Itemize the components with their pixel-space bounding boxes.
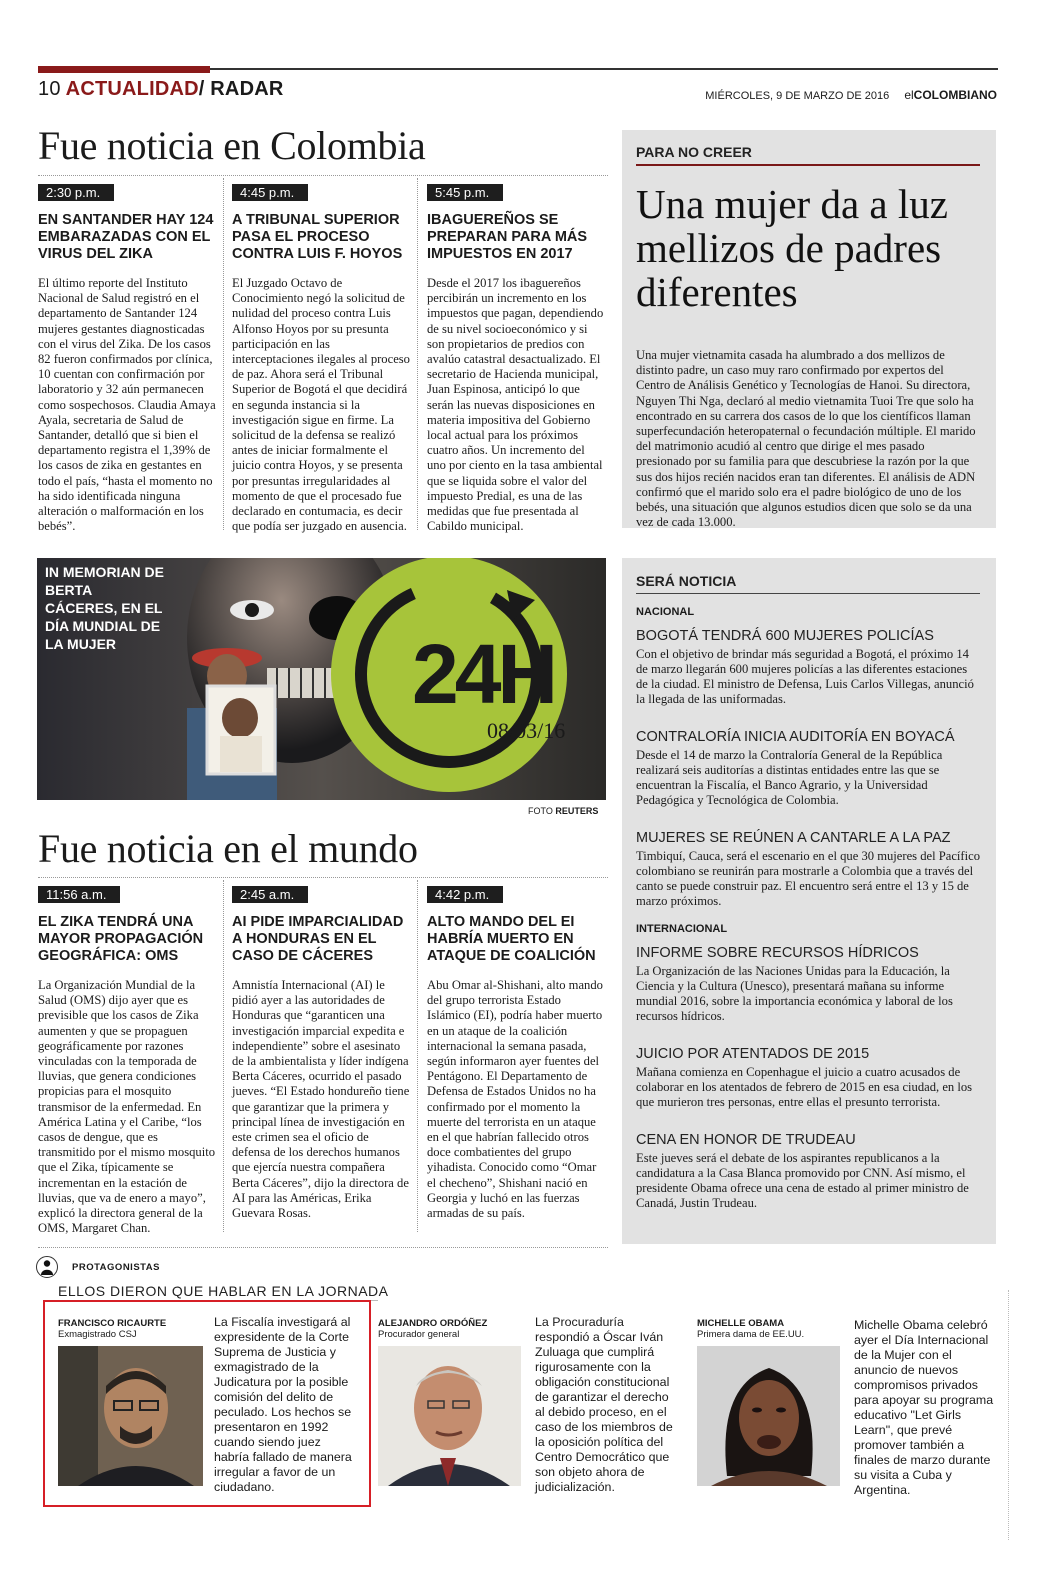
news-headline: JUICIO POR ATENTADOS DE 2015 (636, 1046, 870, 1062)
time-tag: 2:45 a.m. (232, 886, 308, 903)
newspaper-logo (904, 88, 997, 102)
protagonist-1-text: La Fiscalía investigará al expresidente de la Corte Suprema de Justicia y exmagistrado de la Judicatura por la posible comisión del delito de peculado. Los hechos se presentaron en 1992 cuando siendo juez habría fallado de manera irregular a favor de un ciudadano. (214, 1315, 352, 1494)
sera-noticia-kicker: SERÁ NOTICIA (636, 573, 737, 589)
kicker-rule (636, 593, 980, 594)
news-body: Desde el 14 de marzo la Contraloría General de la República realizará seis auditorías a distintas entidades entre las que se encuentran la Fiscalía, el Banco Agrario, y la Universidad Pedagógica y Tecnológica de Colombia. (636, 748, 943, 807)
sera-noticia-box (622, 558, 996, 1244)
colombia-rule (38, 175, 608, 176)
protagonist-3-text: Michelle Obama celebró ayer el Día Internacional de la Mujer con el anuncio de nuevos compromisos privados para apoyar su programa educativo "Let Girls Learn", que prevé promover también a finales de marzo durante su visita a Cuba y Argentina. (854, 1318, 994, 1497)
article-body: Amnistía Internacional (AI) le pidió ayer a las autoridades de Honduras que “garanticen una investigación imparcial expedita e independiente” sobre el asesinato de la ambientalista y líder indígena Berta Cáceres, ocurrido el pasado jueves. “El Estado hondureño tiene que garantizar que la primera y principal línea de investigación en este crimen sea el oficio de defensa de los derechos humanos que ejercía nuestra compañera Berta Cáceres”, dijo la directora de AI para las Américas, Erika Guevara Rosas. (232, 978, 410, 1221)
article-headline: A TRIBUNAL SUPERIOR PASA EL PROCESO CONTRA LUIS F. HOYOS (232, 212, 403, 262)
protagonistas-label: PROTAGONISTAS (72, 1262, 160, 1273)
protagonist-name: FRANCISCO RICAURTE (58, 1318, 167, 1329)
internacional-list (636, 945, 980, 1211)
article-headline: IBAGUEREÑOS SE PREPARAN PARA MÁS IMPUESTOS EN 2017 (427, 212, 588, 262)
brand-name: COLOMBIANO (913, 88, 997, 102)
page-header (38, 78, 284, 101)
protagonist-name: ALEJANDRO ORDÓÑEZ (378, 1318, 488, 1329)
colombia-article-1 (38, 184, 216, 534)
badge-date: 08/03/16 (487, 718, 566, 743)
header-date-brand (705, 88, 997, 102)
issue-date: MIÉRCOLES, 9 DE MARZO DE 2016 (705, 90, 890, 102)
person-icon (36, 1256, 58, 1278)
internacional-label: INTERNACIONAL (636, 923, 728, 935)
news-headline: BOGOTÁ TENDRÁ 600 MUJERES POLICÍAS (636, 628, 934, 644)
protagonist-1 (58, 1318, 203, 1486)
mundo-article-3 (427, 886, 605, 1221)
time-tag: 4:42 p.m. (427, 886, 503, 903)
protagonist-2 (378, 1318, 523, 1486)
protagonist-role: Procurador general (378, 1329, 460, 1340)
para-no-creer-box (622, 130, 996, 528)
news-headline: MUJERES SE REÚNEN A CANTARLE A LA PAZ (636, 830, 951, 846)
nacional-list (636, 628, 980, 909)
para-no-creer-body: Una mujer vietnamita casada ha alumbrado a dos mellizos de distinto padre, un caso muy raro confirmado por expertos del Centro de Análisis Genético y Tecnologías de Hanoi. Su directora, Nguyen Thi Nga, declaró al medio vietnamita Tuoi Tre que solo ha encontrado en su carrera dos casos de lo que los científicos llaman superfecundación heteropaternal o fecundación múltiple. El marido del matrimonio acudió al centro que dirige el mes pasado presionado por su familia para que descubriese la razón por la que sus dos hijos recién nacidos eran tan diferentes. El análisis de ADN confirmó que el marido solo era el padre biológico de uno de los bebés, una situación que algunos estudios dicen que solo se da una vez de cada 13.000. (636, 348, 976, 530)
credit-prefix: FOTO (528, 806, 553, 816)
protagonist-role: Exmagistrado CSJ (58, 1329, 137, 1340)
para-no-creer-kicker: PARA NO CREER (636, 144, 752, 160)
protagonistas-rule (38, 1247, 608, 1248)
protagonist-name: MICHELLE OBAMA (697, 1318, 785, 1329)
news-headline: CONTRALORÍA INICIA AUDITORÍA EN BOYACÁ (636, 729, 955, 745)
time-tag: 2:30 p.m. (38, 184, 114, 201)
colombia-section-title: Fue noticia en Colombia (38, 123, 426, 168)
time-tag: 4:45 p.m. (232, 184, 308, 201)
article-body: Abu Omar al-Shishani, alto mando del grupo terrorista Estado Islámico (EI), podría haber muerto en un ataque de la coalición internacional la semana pasada, según informaron ayer fuentes del Pentágono. El Departamento de Defensa de Estados Unidos no ha confirmado por el momento la muerte del terrorista en un ataque en el que habrían fallecido otros doce combatientes del grupo yihadista. Conocido como “Omar el checheno”, Shishani nació en Georgia y luchó en las fuerzas armadas de su país. (427, 978, 603, 1221)
nacional-label: NACIONAL (636, 606, 695, 618)
mundo-article-1 (38, 886, 216, 1236)
article-body: El último reporte del Instituto Nacional de Salud registró en el departamento de Santander 124 mujeres gestantes diagnosticadas con el virus del Zika. De los casos 82 fueron confirmados por clínica, 10 cuentan con confirmación por laboratorio y 32 aún permanecen como sospechosos. Claudia Amaya Ayala, secretaria de Salud de Santander, detalló que si bien el departamento registra el 1,39% de los casos de zika en gestantes en todo el país, “hasta el momento no ha sido identificada ninguna alteración o malformación en los bebés”. (38, 276, 216, 534)
badge-24h: 24H (412, 627, 555, 721)
header-accent-bar (38, 66, 210, 73)
protagonist-photo (58, 1346, 203, 1486)
protagonist-photo (378, 1346, 521, 1486)
mundo-rule (38, 877, 608, 878)
protagonistas-subtitle: ELLOS DIERON QUE HABLAR EN LA JORNADA (58, 1283, 389, 1299)
photo-credit (528, 806, 598, 816)
news-body: La Organización de las Naciones Unidas para la Educación, la Ciencia y la Cultura (Unesco), presentará mañana su informe mundial 2016, sobre la importancia económica y laboral de los recursos hídricos. (636, 964, 953, 1023)
colombia-article-3 (427, 184, 605, 534)
protagonist-3 (697, 1318, 842, 1486)
protagonist-2-text: La Procuraduría respondió a Óscar Iván Zuluaga que cumplirá rigurosamente con la obligación constitucional de garantizar el derecho al debido proceso, en el caso de los miembros de la oposición política del Centro Democrático que son objeto ahora de judicialización. (535, 1315, 673, 1494)
column-divider (417, 880, 418, 1232)
time-tag: 5:45 p.m. (427, 184, 503, 201)
news-body: Con el objetivo de brindar más seguridad a Bogotá, el próximo 14 de marzo llegarán 600 mujeres policías a las diferentes estaciones de la ciudad. El ministro de Defensa, Luis Carlos Villegas, anunció la llegada de las uniformadas. (636, 647, 974, 706)
news-headline: CENA EN HONOR DE TRUDEAU (636, 1132, 856, 1148)
page-edge-rule (1008, 1290, 1009, 1540)
column-divider (417, 178, 418, 530)
mundo-article-2 (232, 886, 410, 1221)
kicker-rule (636, 164, 980, 166)
article-body: Desde el 2017 los ibaguereños percibirán un incremento en los impuestos que pagan, dependiendo de su nivel socioeconómico y si son propietarios de predios con avalúo catastral desactualizado. El secretario de Hacienda municipal, Juan Espinosa, anticipó lo que serán las nuevas disposiciones en materia impositiva del Gobierno local actual para los próximos cuatro años. Un incremento del uno por ciento en la tasa ambiental que se liquida sobre el valor del impuesto Predial, es una de las medidas que fue presentada al Cabildo municipal. (427, 276, 604, 534)
photo-caption: IN MEMORIAN DE BERTA CÁCERES, EN EL DÍA MUNDIAL DE LA MUJER (45, 564, 164, 652)
column-divider (223, 880, 224, 1232)
page-number: 10 (38, 78, 61, 100)
subsection-name: / RADAR (198, 78, 284, 100)
article-headline: AI PIDE IMPARCIALIDAD A HONDURAS EN EL CASO DE CÁCERES (232, 914, 404, 964)
protagonist-role: Primera dama de EE.UU. (697, 1329, 805, 1340)
article-body: La Organización Mundial de la Salud (OMS) dijo ayer que es previsible que los casos de Zika aumenten y que se propaguen geográficamente por razones vinculadas con la temporada de lluvias, que genera condiciones propicias para el mosquito transmisor de la enfermedad. En América Latina y el Caribe, “los casos de dengue, que es transmitido por el mismo mosquito que el Zika, típicamente se incrementan en la estación de lluvias, que va de enero a mayo”, explicó la directora general de la OMS, Margaret Chan. (38, 978, 216, 1236)
column-divider (223, 178, 224, 530)
article-headline: EN SANTANDER HAY 124 EMBARAZADAS CON EL VIRUS DEL ZIKA (38, 212, 214, 262)
credit-source: REUTERS (555, 806, 599, 816)
section-name: ACTUALIDAD (65, 78, 199, 100)
news-body: Este jueves será el debate de los aspirantes republicanos a la candidatura a la Casa Blanca promovido por CNN. Así mismo, el presidente Obama ofrece una cena de estado al primer ministro de Canadá, Justin Trudeau. (636, 1151, 969, 1210)
para-no-creer-headline: Una mujer da a luz mellizos de padres diferentes (636, 181, 948, 315)
colombia-article-2 (232, 184, 410, 534)
protagonist-photo (697, 1346, 840, 1486)
article-headline: ALTO MANDO DEL EI HABRÍA MUERTO EN ATAQUE DE COALICIÓN (427, 914, 596, 964)
article-headline: EL ZIKA TENDRÁ UNA MAYOR PROPAGACIÓN GEOGRÁFICA: OMS (38, 914, 204, 964)
news-body: Timbiquí, Cauca, será el escenario en el que 30 mujeres del Pacífico colombiano se reunirán para mostrarle a Colombia que a través del canto se puede construir paz. El encuentro será entre el 13 y 15 de marzo próximos. (636, 849, 981, 908)
article-body: El Juzgado Octavo de Conocimiento negó la solicitud de nulidad del proceso contra Luis Alfonso Hoyos por su presunta participación en las interceptaciones ilegales al proceso de paz. Ahora será el Tribunal Superior de Bogotá el que decidirá en segunda instancia si la investigación sigue en firme. La solicitud de la defensa se realizó antes de iniciar formalmente el juicio contra Hoyos, y se presenta por presuntas irregularidades al momento de que el procesado fue declarado en contumacia, es decir que podía ser juzgado en ausencia. (232, 276, 410, 534)
news-headline: INFORME SOBRE RECURSOS HÍDRICOS (636, 945, 919, 961)
brand-prefix: el (904, 88, 914, 102)
mundo-section-title: Fue noticia en el mundo (38, 826, 418, 871)
time-tag: 11:56 a.m. (38, 886, 120, 903)
news-body: Mañana comienza en Copenhague el juicio a cuatro acusados de colaborar en los atentados de febrero de 2015 en esa ciudad, en los que murieron tres personas, entre ellas el presunto terrorista. (636, 1065, 973, 1109)
